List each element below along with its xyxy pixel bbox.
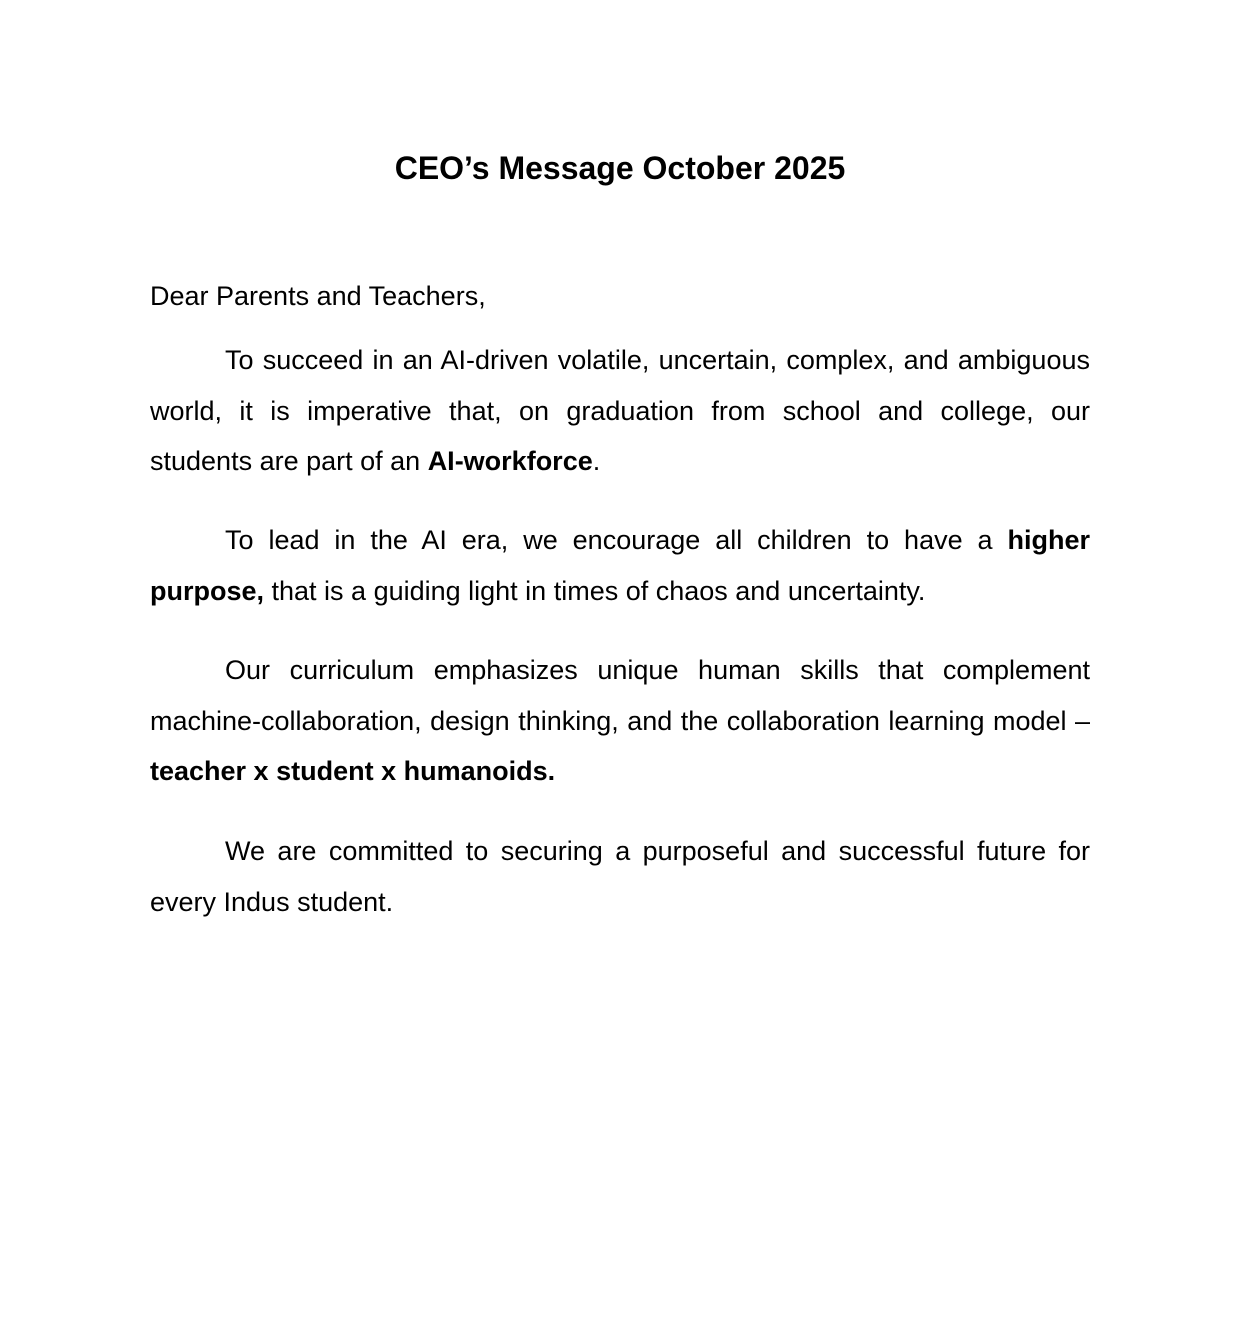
paragraph-text: To succeed in an AI-driven volatile, uncertain, complex, and ambiguous world, it is imperative that, on graduation from school and college, our students are part of an <box>150 345 1090 476</box>
emphasis-higher-purpose: higher purpose, <box>150 525 1090 606</box>
emphasis-learning-model: teacher x student x humanoids. <box>150 756 556 786</box>
paragraph-text: . <box>592 446 601 476</box>
paragraph-text: To lead in the AI era, we encourage all children to have a <box>225 525 1008 555</box>
page-title: CEO’s Message October 2025 <box>394 150 846 186</box>
paragraph-text: Our curriculum emphasizes unique human skills that complement machine-collaboration, design thinking, and the collaboration learning model – <box>150 655 1090 736</box>
emphasis-ai-workforce: AI-workforce <box>427 446 593 476</box>
paragraph-higher-purpose <box>150 515 1090 616</box>
paragraph-curriculum <box>150 645 1090 797</box>
paragraph-text: that is a guiding light in times of chaos and uncertainty. <box>264 575 926 606</box>
paragraph-commitment: We are committed to securing a purposeful and successful future for every Indus student. <box>150 836 1090 917</box>
paragraph-ai-workforce <box>150 335 1090 487</box>
salutation: Dear Parents and Teachers, <box>150 281 486 311</box>
